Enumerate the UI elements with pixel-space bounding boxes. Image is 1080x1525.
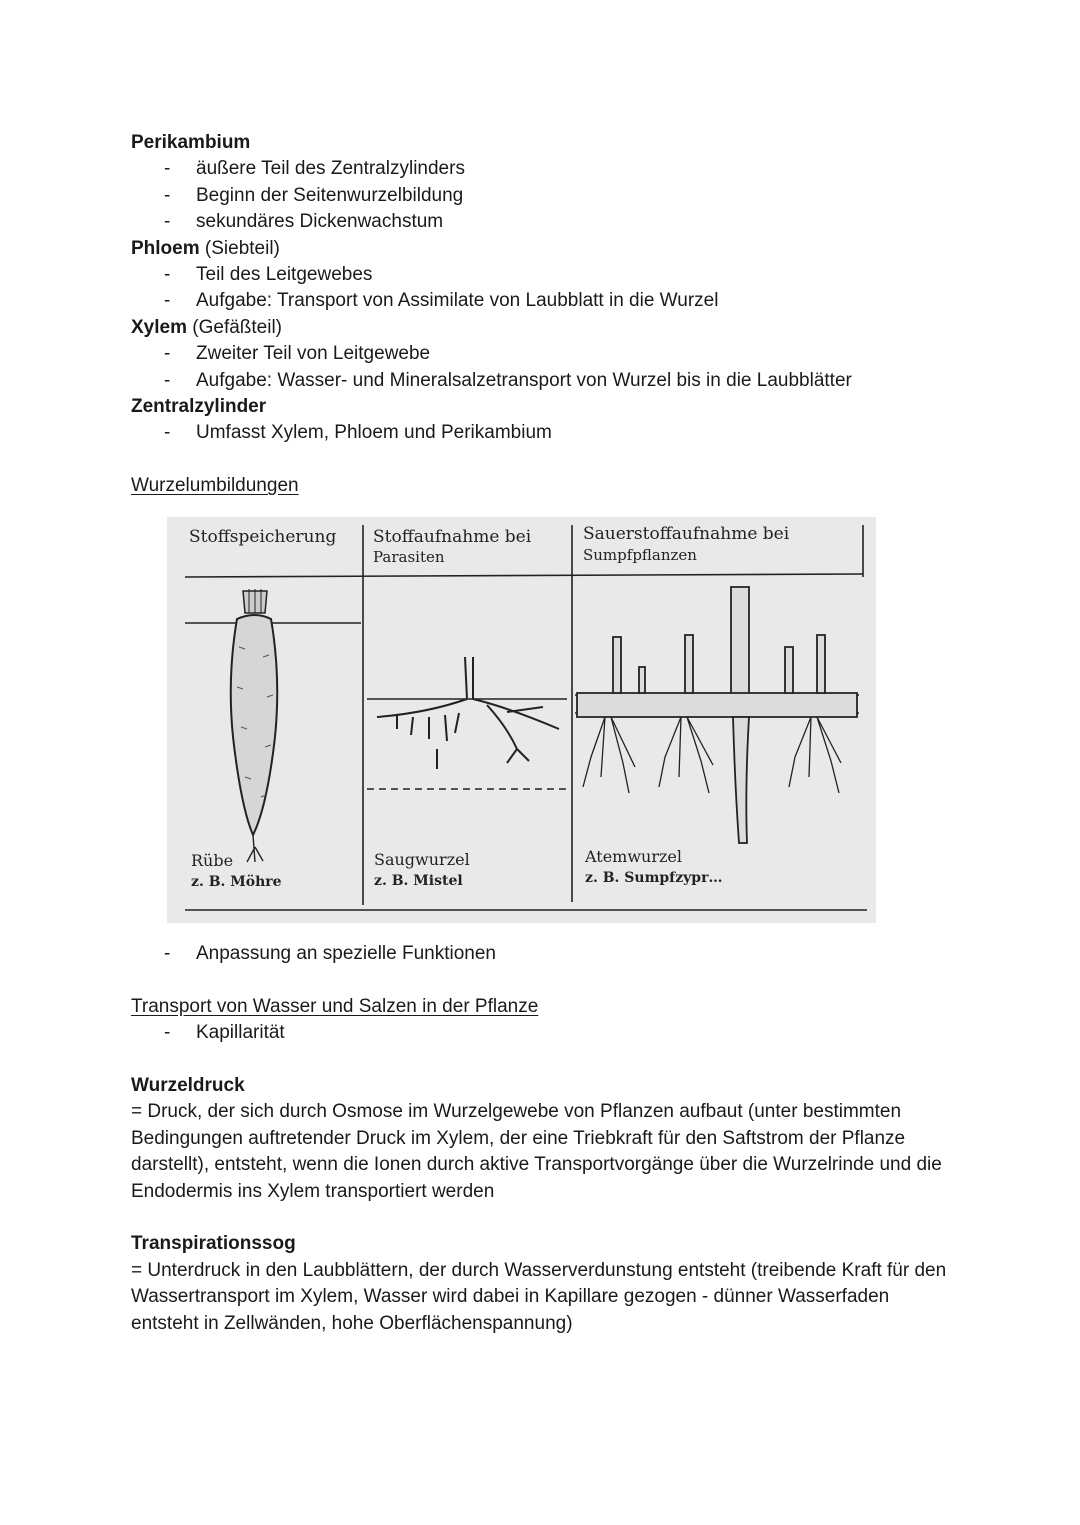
list-item: - Zweiter Teil von Leitgewebe [164,343,431,365]
figure-col2-example: z. B. Mistel [374,873,463,889]
heading-perikambium: Perikambium [131,132,251,153]
heading-phloem: Phloem (Siebteil) [131,237,280,259]
document-body [131,130,961,499]
document-body-lower [131,941,961,1337]
pneumatophore-illustration [577,587,857,843]
figure-col1-caption: Rübe [191,851,234,870]
list-item: - Kapillarität [164,1022,285,1044]
figure-col3-caption: Atemwurzel [585,847,683,866]
list-item: - Aufgabe: Wasser- und Mineralsalzetransport von Wurzel bis in die Laubblätter [164,369,852,391]
pneumatophore-rootlets [583,717,841,793]
figure-drawing [167,517,876,923]
figure-col3-subhead: Sumpfpflanzen [583,546,697,564]
heading-transport: Transport von Wasser und Salzen in der Pflanze [131,995,539,1017]
haustorium-illustration [377,657,559,769]
figure-col3-head: Sauerstoffaufnahme bei [583,524,790,544]
root-modification-figure [167,517,876,923]
list-item: - Umfasst Xylem, Phloem und Perikambium [164,422,552,444]
list-item: - sekundäres Dickenwachstum [164,211,444,233]
figure-col1-head: Stoffspeicherung [189,527,337,547]
figure-col2-subhead: Parasiten [373,548,445,566]
figure-col2-head: Stoffaufnahme bei [373,527,532,547]
list-item: - Teil des Leitgewebes [164,263,373,285]
figure-col1-example: z. B. Möhre [191,874,282,890]
list-item: - Anpassung an spezielle Funktionen [164,943,496,964]
list-item: - äußere Teil des Zentralzylinders [164,158,465,180]
figure-col2-caption: Saugwurzel [374,850,470,869]
list-item: - Beginn der Seitenwurzelbildung [164,184,464,206]
heading-wurzeldruck: Wurzeldruck [131,1074,245,1096]
heading-zentralzylinder: Zentralzylinder [131,395,267,417]
heading-transpirationssog: Transpirationssog [131,1233,296,1255]
paragraph-transpirationssog: = Unterdruck in den Laubblättern, der durch Wasserverdunstung entsteht (treibende Kraft für den Wassertransport im Xylem, Wasser wird dabei in Kapillare gezogen - dünner Wasserfaden entsteht in Zellwänden, hohe Oberflächenspannung) [131,1259,947,1334]
paragraph-wurzeldruck: = Druck, der sich durch Osmose im Wurzelgewebe von Pflanzen aufbaut (unter bestimmten Bedingungen auftretender Druck im Xylem, der eine Triebkraft für den Saftstrom der Pflanze darstellt), entsteht, wenn die Ionen durch aktive Transportvorgänge über die Wurzelrinde und die Endodermis ins Xylem transportiert werden [131,1101,942,1202]
heading-xylem: Xylem (Gefäßteil) [131,316,283,338]
list-item: - Aufgabe: Transport von Assimilate von Laubblatt in die Wurzel [164,290,719,312]
carrot-illustration [231,589,278,862]
figure-col3-example: z. B. Sumpfzypr… [585,870,723,886]
heading-wurzelumbildungen: Wurzelumbildungen [131,475,299,497]
